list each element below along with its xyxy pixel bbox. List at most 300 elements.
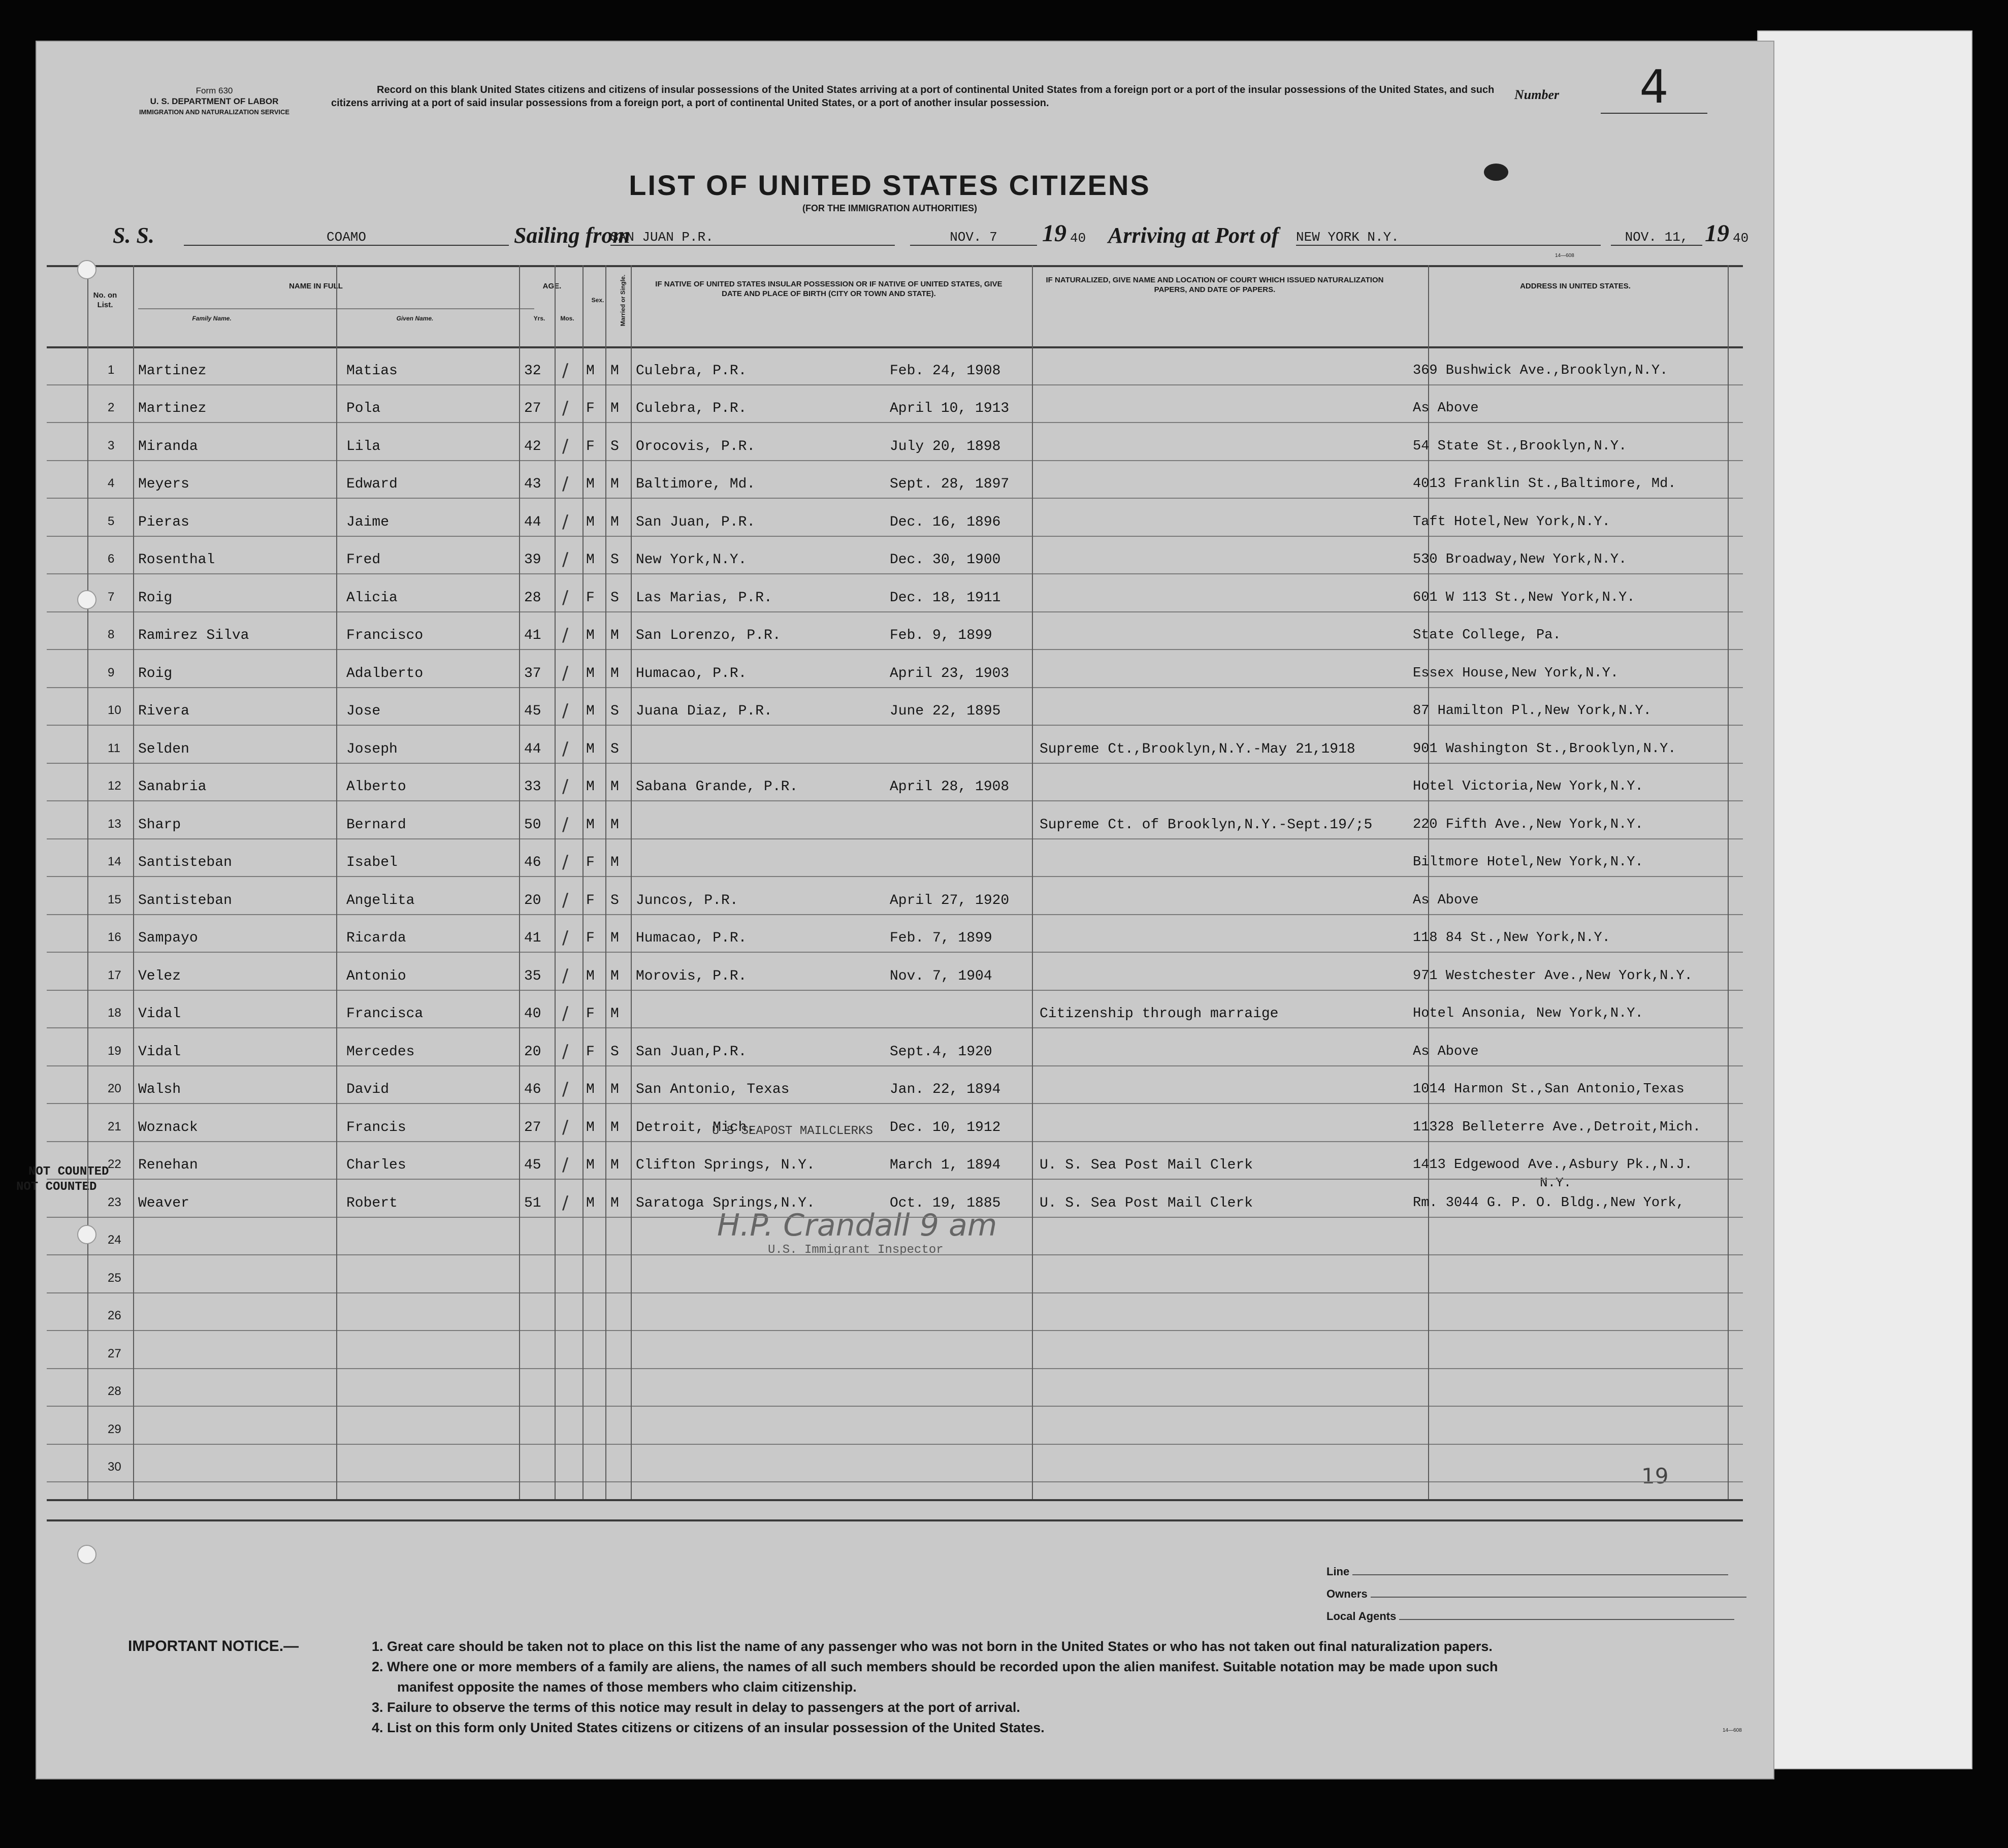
given-name: Francisco [346,628,424,643]
age-years: 45 [524,1157,541,1173]
sex: M [586,665,595,682]
marital-status: M [610,1119,619,1136]
row-rule [47,422,1743,423]
tick-mark: / [562,776,569,797]
number-value: 4 [1601,62,1707,114]
tick-mark: / [562,549,569,570]
marital-status: M [610,401,619,416]
family-name: Pieras [138,514,189,530]
sailing-year-prefix: 19 [1042,220,1066,247]
sex: F [586,1044,595,1060]
birth-date: Feb. 24, 1908 [890,363,1001,379]
row-number: 25 [108,1271,121,1285]
marital-status: M [610,363,619,379]
sex: M [586,628,595,643]
row-number: 26 [108,1309,121,1322]
passenger-tally: 19 [1641,1464,1669,1488]
birth-place: Morovis, P.R. [636,968,747,984]
row-number: 24 [108,1233,121,1247]
col-given: Given Name. [396,315,434,322]
age-years: 27 [524,401,541,416]
row-number: 27 [108,1346,121,1360]
column-rule [605,265,606,1499]
address: As Above [1413,1044,1479,1059]
small-code: 14—608 [1555,253,1574,258]
family-name: Rosenthal [138,552,215,568]
address: As Above [1413,401,1479,416]
age-years: 41 [524,628,541,643]
row-rule [47,1481,1743,1482]
tick-mark: / [562,1116,569,1138]
sex: F [586,401,595,416]
family-name: Vidal [138,1044,181,1060]
sex: F [586,930,595,946]
header-bottom-rule [47,346,1743,348]
sex: M [586,476,595,492]
col-no: No. on List. [93,291,117,309]
given-name: Isabel [346,855,398,870]
tick-mark: / [562,738,569,759]
naturalization: Citizenship through marraige [1040,1006,1279,1022]
given-name: Charles [346,1157,406,1173]
arrival-date: NOV. 11, [1611,230,1702,246]
column-rule [555,265,556,1499]
marital-status: S [610,590,619,606]
birth-place: San Antonio, Texas [636,1082,790,1097]
family-name: Ramirez Silva [138,628,249,643]
family-name: Santisteban [138,855,232,870]
col-sex: Sex. [591,297,604,304]
row-number: 5 [108,514,115,528]
row-rule [47,763,1743,764]
row-rule [47,573,1743,574]
age-years: 45 [524,703,541,719]
sailing-year: 40 [1070,231,1086,246]
given-name: Jaime [346,514,390,530]
family-name: Vidal [138,1006,181,1022]
owners-field [1326,1587,1746,1601]
age-years: 27 [524,1119,541,1136]
given-name: Mercedes [346,1044,415,1060]
marital-status: S [610,741,619,757]
tick-mark: / [562,625,569,645]
sex: M [586,703,595,719]
arrival-year-prefix: 19 [1705,220,1729,247]
age-years: 35 [524,968,541,984]
given-name: Edward [346,476,398,492]
family-name: Roig [138,590,173,606]
marital-status: S [610,892,619,909]
birth-place: New York,N.Y. [636,552,747,568]
birth-place: Juncos, P.R. [636,892,738,909]
family-name: Miranda [138,438,198,455]
birth-place: Las Marias, P.R. [636,590,772,606]
col-age: AGE. [542,282,562,290]
row-rule [47,800,1743,801]
tick-mark: / [562,662,569,684]
col-address: ADDRESS IN UNITED STATES. [1520,282,1631,290]
row-number: 19 [108,1044,121,1058]
family-name: Selden [138,741,189,757]
birth-date: July 20, 1898 [890,438,1001,455]
family-name: Woznack [138,1119,198,1136]
form-divider-rule [47,1519,1743,1521]
agents-blank [1399,1619,1734,1620]
birth-place: San Lorenzo, P.R. [636,628,781,643]
birth-date: Feb. 7, 1899 [890,930,992,946]
line-blank [1352,1574,1728,1575]
row-rule [47,914,1743,915]
intro-text: Record on this blank United States citizens and citizens of insular possessions of the United States arriving at a port of continental United States from a foreign port or a port of the insular possessions of the United States, and such citizens arriving at a port of said insular possessions from a foreign port, a port of continental United States, or a port of another insular possession. [331,84,1495,109]
marital-status: M [610,1006,619,1022]
row-rule [47,990,1743,991]
sex: M [586,1157,595,1173]
row-number: 28 [108,1384,121,1398]
number-label: Number [1514,87,1560,102]
address: State College, Pa. [1413,628,1561,643]
birth-date: April 23, 1903 [890,665,1010,682]
sex: F [586,1006,595,1022]
birth-place: Humacao, P.R. [636,930,747,946]
birth-date: Feb. 9, 1899 [890,628,992,643]
row-number: 30 [108,1460,121,1474]
address: 4013 Franklin St.,Baltimore, Md. [1413,476,1676,492]
marital-status: M [610,779,619,795]
address: Rm. 3044 G. P. O. Bldg.,New York, [1413,1195,1685,1211]
birth-place: San Juan, P.R. [636,514,756,530]
given-name: Jose [346,703,381,719]
birth-date: April 10, 1913 [890,401,1010,416]
department: U. S. DEPARTMENT OF LABOR [150,96,279,106]
row-rule [47,649,1743,650]
row-number: 17 [108,968,121,982]
family-name: Weaver [138,1195,189,1211]
tick-mark: / [562,700,569,721]
birth-date: Dec. 30, 1900 [890,552,1001,568]
family-name: Sanabria [138,779,207,795]
row-number: 11 [108,741,120,755]
age-years: 42 [524,438,541,455]
col-birth: IF NATIVE OF UNITED STATES INSULAR POSSESSION OR IF NATIVE OF UNITED STATES, GIVE DATE AND PLACE OF BIRTH (CITY OR TOWN AND STATE). [655,280,1002,298]
birth-date: April 28, 1908 [890,779,1010,795]
column-rule [1728,265,1729,1499]
notice-item: 4. List on this form only United States citizens or citizens of an insular possession of the United States. [372,1720,1045,1735]
sex: F [586,855,595,870]
birth-place: Sabana Grande, P.R. [636,779,798,795]
address: 54 State St.,Brooklyn,N.Y. [1413,438,1627,454]
age-years: 44 [524,514,541,530]
row-number: 3 [108,438,115,452]
birth-place: Humacao, P.R. [636,665,747,682]
age-years: 20 [524,1044,541,1060]
address: 901 Washington St.,Brooklyn,N.Y. [1413,741,1676,757]
inspector-title: U.S. Immigrant Inspector [768,1243,944,1257]
row-rule [47,1027,1743,1028]
birth-place: Juana Diaz, P.R. [636,703,772,719]
manifest-page [16,41,1774,1779]
sex: F [586,892,595,909]
given-name: Fred [346,552,381,568]
given-name: Matias [346,363,398,379]
row-rule [47,1065,1743,1066]
page-subtitle: (FOR THE IMMIGRATION AUTHORITIES) [802,203,977,213]
row-rule [47,725,1743,726]
marital-status: M [610,1082,619,1097]
row-rule [47,1292,1743,1293]
marital-status: M [610,817,619,833]
ss-label: S. S. [113,223,154,248]
tick-mark: / [562,1079,569,1099]
age-years: 51 [524,1195,541,1211]
row-number: 21 [108,1119,121,1133]
col-married: Married or Single. [619,274,627,327]
row-rule [47,1179,1743,1180]
birth-place: Detroit, Mich. [636,1119,756,1136]
family-name: Rivera [138,703,189,719]
sex: M [586,817,595,833]
address: 87 Hamilton Pl.,New York,N.Y. [1413,703,1651,719]
notice-item: 2. Where one or more members of a family are aliens, the names of all such members should be recorded upon the alien manifest. Suitable notation may be made upon such [372,1659,1498,1674]
given-name: David [346,1082,390,1097]
age-years: 44 [524,741,541,757]
address: 1014 Harmon St.,San Antonio,Texas [1413,1082,1685,1097]
owners-label: Owners [1326,1587,1368,1600]
arriving-label: Arriving at Port of [1108,223,1279,248]
given-name: Joseph [346,741,398,757]
column-rule [336,265,337,1499]
tick-mark: / [562,965,569,986]
address: Essex House,New York,N.Y. [1413,665,1619,681]
tick-mark: / [562,473,569,494]
marital-status: M [610,628,619,643]
row-number: 9 [108,665,115,679]
tick-mark: / [562,1154,569,1175]
address: 1413 Edgewood Ave.,Asbury Pk.,N.J. [1413,1157,1693,1173]
birth-date: Sept. 28, 1897 [890,476,1010,492]
column-rule [133,265,134,1499]
given-name: Alberto [346,779,406,795]
birth-date: Oct. 19, 1885 [890,1195,1001,1211]
sex: M [586,741,595,757]
page-title: LIST OF UNITED STATES CITIZENS [629,169,1151,201]
column-rule [87,265,88,1499]
service: IMMIGRATION AND NATURALIZATION SERVICE [139,108,290,116]
address: 11328 Belleterre Ave.,Detroit,Mich. [1413,1119,1701,1135]
age-years: 32 [524,363,541,379]
sex: F [586,438,595,455]
binder-hole [77,1225,96,1244]
tick-mark: / [562,889,569,911]
arrival-port: NEW YORK N.Y. [1296,230,1601,246]
row-rule [47,1444,1743,1445]
given-name: Lila [346,438,381,455]
address: 530 Broadway,New York,N.Y. [1413,552,1627,567]
given-name: Robert [346,1195,398,1211]
age-years: 43 [524,476,541,492]
family-name: Santisteban [138,892,232,909]
sex: M [586,1119,595,1136]
column-rule [631,265,632,1499]
naturalization: Supreme Ct.,Brooklyn,N.Y.-May 21,1918 [1040,741,1355,757]
row-number: 10 [108,703,121,717]
tick-mark: / [562,1041,569,1062]
address: As Above [1413,892,1479,908]
agents-label: Local Agents [1326,1610,1397,1623]
given-name: Antonio [346,968,406,984]
not-counted-mark: NOT COUNTED [28,1165,109,1179]
age-years: 50 [524,817,541,833]
table-bottom-rule [47,1499,1743,1501]
marital-status: S [610,703,619,719]
birth-date: Sept.4, 1920 [890,1044,992,1060]
row-rule [47,1217,1743,1218]
tick-mark: / [562,927,569,948]
given-name: Alicia [346,590,398,606]
row-rule [47,1103,1743,1104]
seapost-note: U S SEAPOST MAILCLERKS [712,1124,873,1138]
family-name: Sampayo [138,930,198,946]
address: 601 W 113 St.,New York,N.Y. [1413,590,1635,605]
birth-date: Jan. 22, 1894 [890,1082,1001,1097]
birth-date: June 22, 1895 [890,703,1001,719]
family-name: Sharp [138,817,181,833]
row-rule [47,498,1743,499]
tick-mark: / [562,852,569,872]
back-sheet [1757,30,1972,1769]
row-number: 12 [108,779,121,793]
naturalization: U. S. Sea Post Mail Clerk [1040,1195,1253,1211]
row-rule [47,1406,1743,1407]
address: 971 Westchester Ave.,New York,N.Y. [1413,968,1693,984]
birth-place: Clifton Springs, N.Y. [636,1157,815,1173]
family-name: Meyers [138,476,189,492]
row-number: 1 [108,363,115,377]
col-mos: Mos. [560,315,574,322]
row-number: 8 [108,628,115,641]
ship-name: COAMO [184,230,509,246]
marital-status: M [610,514,619,530]
row-rule [47,460,1743,461]
age-years: 46 [524,1082,541,1097]
tick-mark: / [562,435,569,457]
birth-place: Culebra, P.R. [636,401,747,416]
marital-status: M [610,1195,619,1211]
given-name: Angelita [346,892,415,909]
row-number: 6 [108,552,115,566]
row-rule [47,876,1743,877]
tick-mark: / [562,814,569,835]
row-number: 4 [108,476,115,490]
column-rule [582,265,584,1499]
binder-hole [77,1545,96,1564]
marital-status: S [610,1044,619,1060]
age-years: 41 [524,930,541,946]
family-name: Velez [138,968,181,984]
col-name: NAME IN FULL [289,282,343,290]
column-rule [519,265,520,1499]
address: Taft Hotel,New York,N.Y. [1413,514,1610,530]
naturalization: Supreme Ct. of Brooklyn,N.Y.-Sept.19/;5 [1040,817,1373,833]
sex: M [586,552,595,568]
given-name: Adalberto [346,665,424,682]
birth-date: March 1, 1894 [890,1157,1001,1173]
row-number: 29 [108,1422,121,1436]
sex: M [586,514,595,530]
birth-date: Dec. 16, 1896 [890,514,1001,530]
not-counted-mark: NOT COUNTED [16,1180,97,1194]
form-number: Form 630 [196,86,233,95]
marital-status: M [610,476,619,492]
sailing-label: Sailing from [514,223,630,248]
age-years: 28 [524,590,541,606]
age-years: 33 [524,779,541,795]
notice-heading: IMPORTANT NOTICE.— [128,1638,299,1655]
tick-mark: / [562,587,569,608]
col-yrs: Yrs. [533,315,545,322]
row-rule [47,536,1743,537]
line-field [1326,1565,1728,1578]
birth-place: Orocovis, P.R. [636,438,756,455]
row-rule [47,1254,1743,1255]
binder-hole [77,590,96,609]
sex: M [586,968,595,984]
row-number: 13 [108,817,121,831]
sailing-port: SAN JUAN P.R. [610,230,895,246]
row-rule [47,838,1743,839]
birth-date: Nov. 7, 1904 [890,968,992,984]
given-name: Francisca [346,1006,424,1022]
inspector-signature: H.P. Crandall 9 am [717,1208,997,1243]
age-years: 40 [524,1006,541,1022]
row-number: 14 [108,855,121,868]
row-rule [47,1368,1743,1369]
row-rule [47,384,1743,385]
marital-status: S [610,552,619,568]
row-rule [47,1330,1743,1331]
agents-field [1326,1610,1734,1623]
address: Biltmore Hotel,New York,N.Y. [1413,855,1643,870]
column-rule [1032,265,1033,1499]
row-rule [47,687,1743,688]
manifest-table [16,42,1773,1778]
row-rule [47,611,1743,612]
marital-status: M [610,1157,619,1173]
age-years: 20 [524,892,541,909]
row-number: 15 [108,892,121,906]
birth-date: Dec. 10, 1912 [890,1119,1001,1136]
sex: M [586,779,595,795]
sex: M [586,1082,595,1097]
marital-status: S [610,438,619,455]
birth-date: April 27, 1920 [890,892,1010,909]
tick-mark: / [562,1003,569,1024]
sailing-date: NOV. 7 [910,230,1037,246]
family-name: Renehan [138,1157,198,1173]
arrival-year: 40 [1733,231,1749,246]
row-number: 16 [108,930,121,944]
row-number: 23 [108,1195,121,1209]
sex: F [586,590,595,606]
naturalization: U. S. Sea Post Mail Clerk [1040,1157,1253,1173]
address: 220 Fifth Ave.,New York,N.Y. [1413,817,1643,832]
row-number: 18 [108,1006,121,1020]
age-years: 37 [524,665,541,682]
owners-blank [1371,1597,1746,1598]
age-years: 39 [524,552,541,568]
marital-status: M [610,968,619,984]
row-number: 20 [108,1082,121,1095]
family-name: Walsh [138,1082,181,1097]
